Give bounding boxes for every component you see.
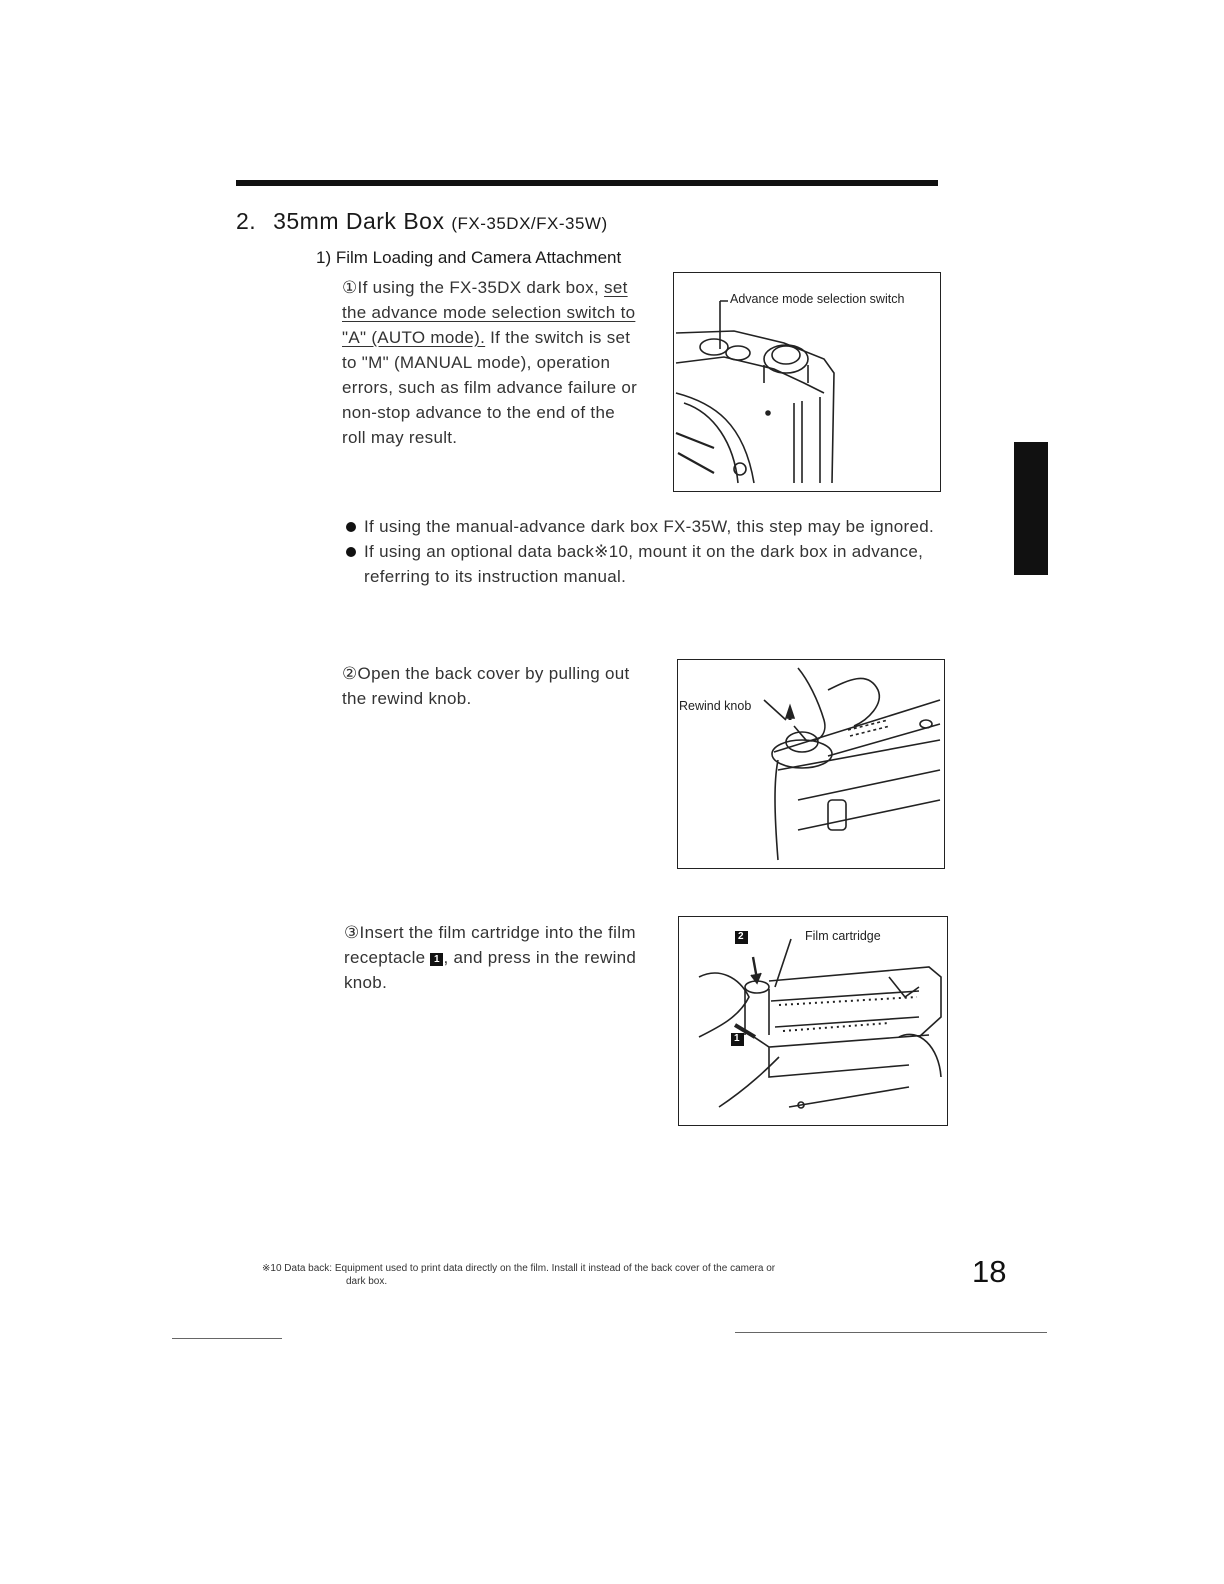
section-title: 35mm Dark Box bbox=[273, 208, 445, 234]
figure-film-cartridge bbox=[678, 916, 948, 1126]
chapter-side-tab bbox=[1014, 442, 1048, 575]
figure-label-2: 2 bbox=[738, 931, 744, 942]
callout-advance-mode-switch: Advance mode selection switch bbox=[730, 292, 905, 306]
receptacle-number-badge: 1 bbox=[430, 953, 443, 966]
callout-rewind-knob: Rewind knob bbox=[679, 699, 752, 713]
figure-rewind-knob bbox=[677, 659, 945, 869]
step-1 bbox=[342, 275, 642, 450]
notes-list bbox=[344, 514, 944, 589]
note-item bbox=[344, 539, 944, 589]
step-1-emphasis: set the advance mode selection switch to "A" (AUTO mode). bbox=[342, 278, 636, 347]
step-2-text: Open the back cover by pulling out the rewind knob. bbox=[342, 664, 630, 708]
bullet-dot-icon bbox=[346, 547, 356, 557]
figure-label-1: 1 bbox=[734, 1033, 740, 1044]
note-item bbox=[344, 514, 944, 539]
step-3 bbox=[344, 920, 644, 995]
bottom-rule-left bbox=[172, 1338, 282, 1339]
step-1-marker: ① bbox=[342, 278, 358, 297]
footnote-line-1: ※10 Data back: Equipment used to print data directly on the film. Install it instead of the back cover of the camera or bbox=[262, 1263, 776, 1274]
section-number: 2. bbox=[236, 208, 257, 234]
section-top-rule bbox=[236, 180, 938, 186]
figure-advance-mode-switch bbox=[673, 272, 941, 492]
step-2-marker: ② bbox=[342, 664, 358, 683]
footnote-line-2: dark box. bbox=[346, 1276, 388, 1287]
step-1-rest: If the switch is set to "M" (MANUAL mode), operation errors, such as film advance failure or non-stop advance to the end of the roll may result. bbox=[342, 328, 638, 447]
note-text: If using an optional data back※10, mount it on the dark box in advance, referring to its instruction manual. bbox=[364, 542, 924, 586]
step-1-intro: If using the FX-35DX dark box, bbox=[357, 278, 605, 297]
bullet-dot-icon bbox=[346, 522, 356, 532]
bottom-rule-right bbox=[735, 1332, 1047, 1333]
page-number: 18 bbox=[972, 1254, 1007, 1289]
footnote bbox=[262, 1262, 952, 1288]
film-cartridge-illustration bbox=[679, 917, 947, 1125]
step-2 bbox=[342, 661, 652, 711]
step-3-marker: ③ bbox=[344, 923, 360, 942]
note-text: If using the manual-advance dark box FX-35W, this step may be ignored. bbox=[364, 517, 935, 536]
section-models: (FX-35DX/FX-35W) bbox=[451, 214, 608, 233]
step-3-text-after: , and press in the rewind knob. bbox=[344, 948, 637, 992]
step-3-text-before: Insert the film cartridge into the film receptacle bbox=[344, 923, 636, 967]
rewind-knob-illustration bbox=[678, 660, 944, 868]
section-heading bbox=[236, 208, 608, 235]
callout-film-cartridge: Film cartridge bbox=[805, 929, 881, 943]
subsection-title: 1) Film Loading and Camera Attachment bbox=[316, 248, 622, 267]
